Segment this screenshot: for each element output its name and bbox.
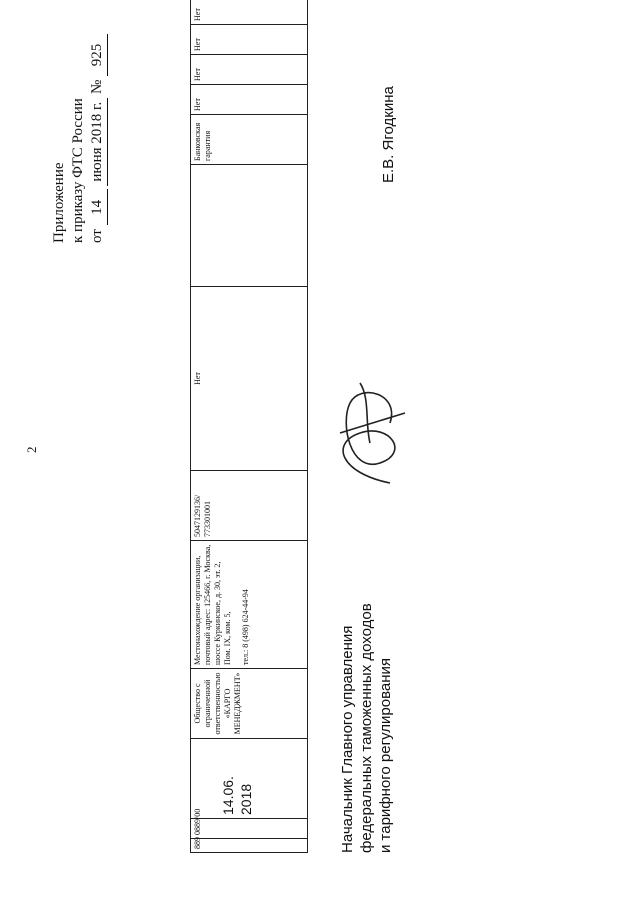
order-header <box>50 23 108 243</box>
cell-date <box>191 738 308 818</box>
page-content <box>20 7 620 883</box>
title-line-3: и тарифного регулирования <box>377 657 394 853</box>
order-day: 14 <box>88 189 108 225</box>
header-line-order: к приказу ФТС России <box>70 97 86 243</box>
cell-organization-name: Общество с ограниченной ответственностью «КАРГО МЕНЕДЖМЕНТ» <box>191 668 308 738</box>
header-line-date <box>88 23 108 243</box>
order-month-year: июня 2018 г. <box>88 97 108 185</box>
date-line-2: 2018 <box>238 783 254 815</box>
cell-inn-kpp: 5047129136/ 773301001 <box>191 470 308 540</box>
cell-col-b: Нет <box>191 54 308 84</box>
signer-name: Е.В. Ягодкина <box>380 85 397 183</box>
address-text: Местонахождение организации, почтовый адрес: 125466, г. Москва, шоссе Куркинское, д. 30, эт. 2, Пом. IX, ком. 5, <box>193 544 232 665</box>
cell-address <box>191 540 308 668</box>
from-prefix: от <box>89 228 105 243</box>
cell-col-d: Нет <box>191 0 308 24</box>
phone-text: тел.: 8 (498) 624-44-94 <box>241 588 250 665</box>
title-line-2: федеральных таможенных доходов <box>358 602 375 853</box>
number-prefix: № <box>89 79 105 94</box>
cell-empty <box>191 164 308 286</box>
page-number: 2 <box>24 446 39 453</box>
header-line-appendix: Приложение <box>51 161 67 243</box>
order-number: 925 <box>88 33 108 75</box>
registry-table <box>190 0 308 853</box>
cell-branches: Нет <box>191 286 308 470</box>
title-line-1: Начальник Главного управления <box>339 625 356 853</box>
cell-guarantee: Банковская гарантия <box>191 114 308 164</box>
date-line-1: 14.06. <box>220 775 236 815</box>
signature-title <box>338 603 395 853</box>
cell-col-a: Нет <box>191 84 308 114</box>
cell-col-c: Нет <box>191 24 308 54</box>
table-row <box>191 0 308 852</box>
cell-row-number: 889 <box>191 838 308 852</box>
rotated-page <box>20 7 620 883</box>
cell-registration-number: 0889/00 <box>191 818 308 838</box>
handwritten-signature <box>320 373 420 493</box>
